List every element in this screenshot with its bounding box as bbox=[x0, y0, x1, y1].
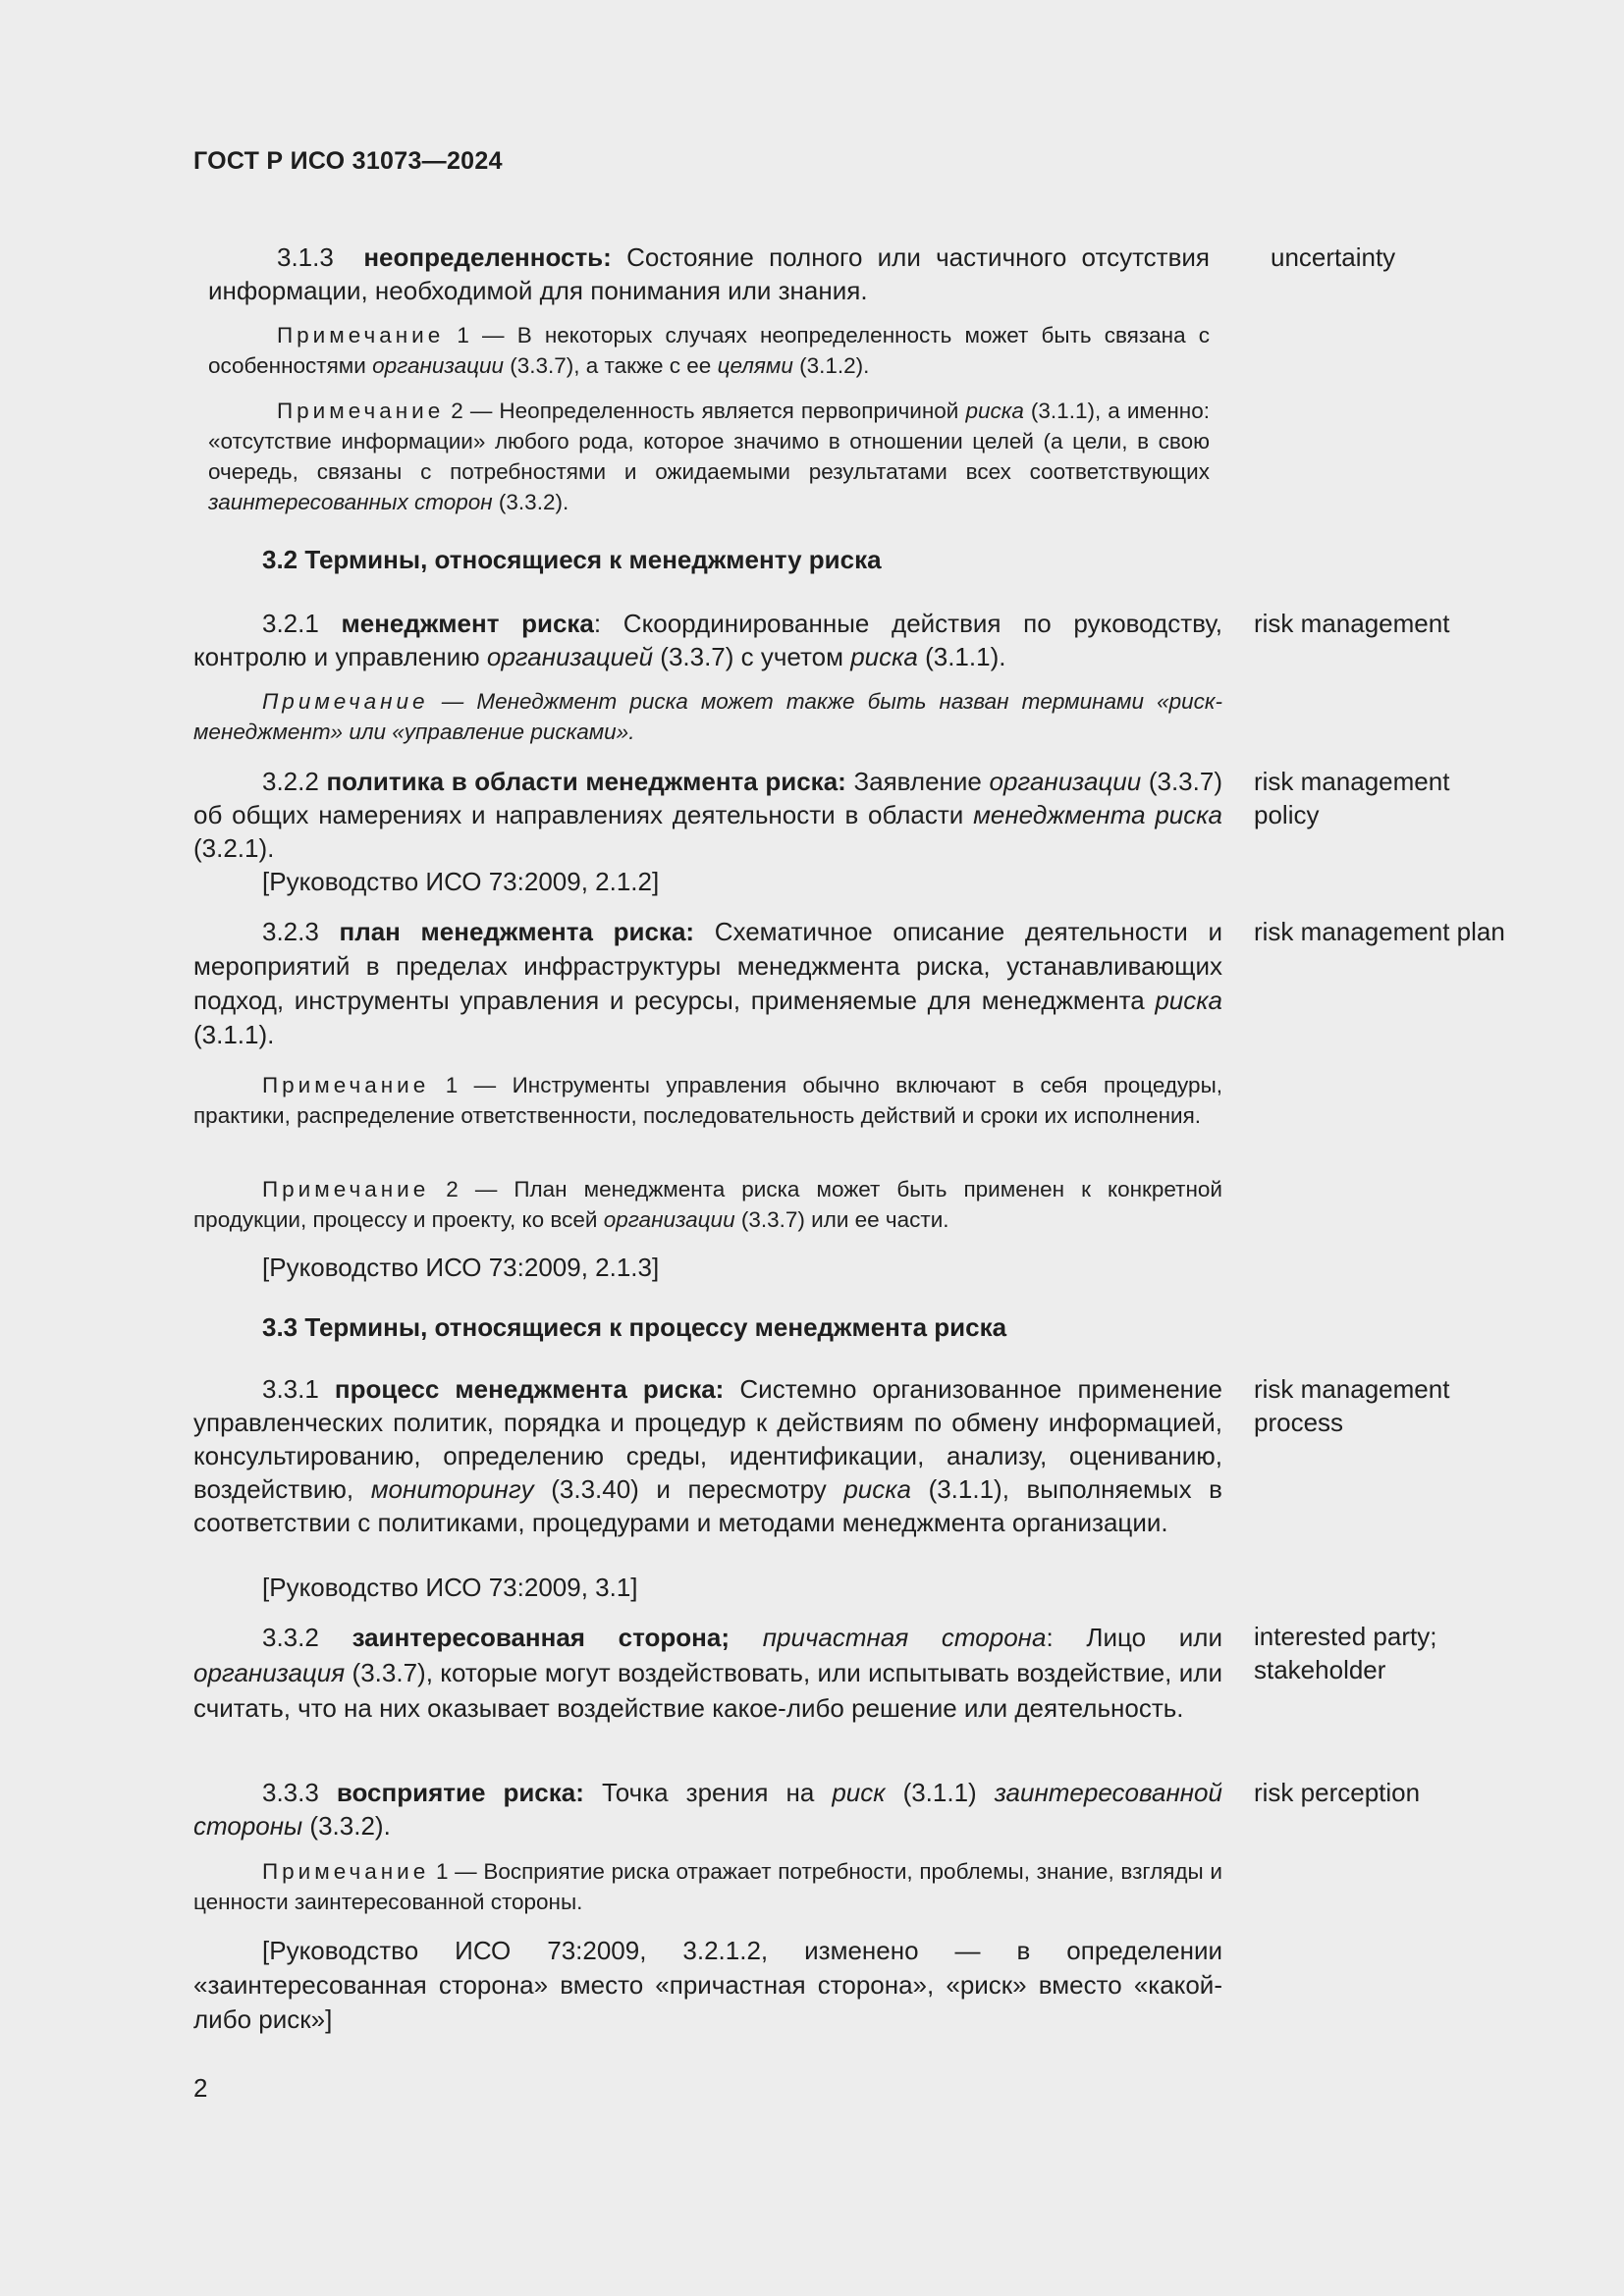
term-entry-3-3-1: 3.3.1 процесс менеджмента риска: Системно организованное применение управленческих политик, порядка и процедур к действиям по обмену информацией, консультированию, определению среды, идентификации, анализу, оцениванию, воздействию, мониторингу (3.3.40) и пересмотру риска (3.1.1), выполняемых в соответствии с политиками, процедурами и методами менеджмента организации. bbox=[193, 1374, 1222, 1537]
term-number: 3.3.3 bbox=[262, 1778, 319, 1807]
note-label: Примечание bbox=[262, 1073, 430, 1097]
note-label: Примечание bbox=[277, 399, 445, 423]
term-name: политика в области менеджмента риска: bbox=[326, 767, 846, 796]
source-reference: [Руководство ИСО 73:2009, 3.1] bbox=[262, 1573, 638, 1602]
english-equivalent: risk management bbox=[1254, 609, 1450, 638]
english-equivalent: uncertainty bbox=[1271, 242, 1396, 272]
term-name: неопределенность: bbox=[363, 242, 612, 272]
note-label: Примечание bbox=[262, 1177, 430, 1201]
note-label: Примечание bbox=[262, 1859, 430, 1884]
english-equivalent: risk management policy bbox=[1254, 767, 1450, 829]
term-number: 3.3.2 bbox=[262, 1623, 319, 1652]
source-reference-3-3-3: [Руководство ИСО 73:2009, 3.2.1.2, изменено — в определении «заинтересованная сторона» вместо «причастная сторона», «риск» вместо «какой-либо риск»] bbox=[193, 1936, 1222, 2034]
note-3-1-3-1: Примечание 1 — В некоторых случаях неопределенность может быть связана с особенностями организации (3.3.7), а также с ее целями (3.1.2). bbox=[208, 323, 1210, 378]
english-equivalent: risk management process bbox=[1254, 1374, 1450, 1437]
term-number: 3.1.3 bbox=[277, 242, 334, 272]
term-name: процесс менеджмента риска: bbox=[334, 1374, 725, 1404]
note-3-2-3-2: Примечание 2 — План менеджмента риска может быть применен к конкретной продукции, процессу и проекту, ко всей организации (3.3.7) или ее части. bbox=[193, 1177, 1222, 1232]
term-number: 3.2.1 bbox=[262, 609, 319, 638]
term-entry-3-3-2: 3.3.2 заинтересованная сторона; причастная сторона: Лицо или организация (3.3.7), которые могут воздействовать, или испытывать воздействие, или считать, что на них оказывает воздействие какое-либо решение или деятельность. bbox=[193, 1623, 1223, 1723]
english-equivalent: risk management plan bbox=[1254, 917, 1505, 946]
note-3-2-1: Примечание — Менеджмент риска может также быть назван терминами «риск-менеджмент» или «управление рисками». bbox=[193, 689, 1222, 744]
term-name: заинтересованная сторона; bbox=[352, 1623, 731, 1652]
note-3-3-3: Примечание 1 — Восприятие риска отражает потребности, проблемы, знание, взгляды и ценности заинтересованной стороны. bbox=[193, 1859, 1222, 1914]
term-name: менеджмент риска bbox=[341, 609, 594, 638]
term-number: 3.2.2 bbox=[262, 767, 319, 796]
note-label: Примечание bbox=[262, 689, 429, 714]
english-equivalent: interested party; stakeholder bbox=[1254, 1622, 1437, 1684]
note-label: Примечание bbox=[277, 323, 445, 347]
note-3-2-3-1: Примечание 1 — Инструменты управления обычно включают в себя процедуры, практики, распределение ответственности, последовательность действий и сроки их исполнения. bbox=[193, 1073, 1222, 1128]
source-reference: [Руководство ИСО 73:2009, 2.1.3] bbox=[262, 1253, 660, 1282]
term-entry-3-2-2: 3.2.2 политика в области менеджмента риска: Заявление организации (3.3.7) об общих намерениях и направлениях деятельности в области менеджмента риска (3.2.1). bbox=[193, 767, 1222, 863]
term-name: восприятие риска: bbox=[336, 1778, 584, 1807]
section-heading-3-3: 3.3 Термины, относящиеся к процессу менеджмента риска bbox=[262, 1312, 1007, 1342]
term-entry-3-2-1: 3.2.1 менеджмент риска: Скоординированные действия по руководству, контролю и управлению организацией (3.3.7) с учетом риска (3.1.1). bbox=[193, 609, 1223, 671]
term-definition: Состояние полного или частичного отсутствия информации, необходимой для понимания или знания. bbox=[208, 242, 1211, 305]
note-3-1-3-2: Примечание 2 — Неопределенность является первопричиной риска (3.1.1), а именно: «отсутствие информации» любого рода, которое значимо в отношении целей (а цели, в свою очередь, связаны с потребностями и ожидаемыми результатами всех соответствующих заинтересованных сторон (3.3.2). bbox=[208, 399, 1210, 514]
term-entry-3-2-3: 3.2.3 план менеджмента риска: Схематичное описание деятельности и мероприятий в пределах инфраструктуры менеджмента риска, устанавливающих подход, инструменты управления и ресурсы, применяемые для менеджмента риска (3.1.1). bbox=[193, 917, 1222, 1049]
term-number: 3.2.3 bbox=[262, 917, 319, 946]
term-name: план менеджмента риска: bbox=[339, 917, 695, 946]
source-reference: [Руководство ИСО 73:2009, 2.1.2] bbox=[262, 867, 660, 896]
term-synonym: причастная сторона bbox=[762, 1623, 1047, 1652]
document-header: ГОСТ Р ИСО 31073—2024 bbox=[193, 147, 503, 175]
english-equivalent: risk perception bbox=[1254, 1778, 1421, 1807]
term-entry-3-1-3 bbox=[208, 240, 1210, 307]
term-entry-3-3-3: 3.3.3 восприятие риска: Точка зрения на риск (3.1.1) заинтересованной стороны (3.3.2). bbox=[193, 1778, 1222, 1841]
term-number: 3.3.1 bbox=[262, 1374, 319, 1404]
section-heading-3-2: 3.2 Термины, относящиеся к менеджменту риска bbox=[262, 545, 882, 574]
page-number: 2 bbox=[193, 2073, 208, 2103]
